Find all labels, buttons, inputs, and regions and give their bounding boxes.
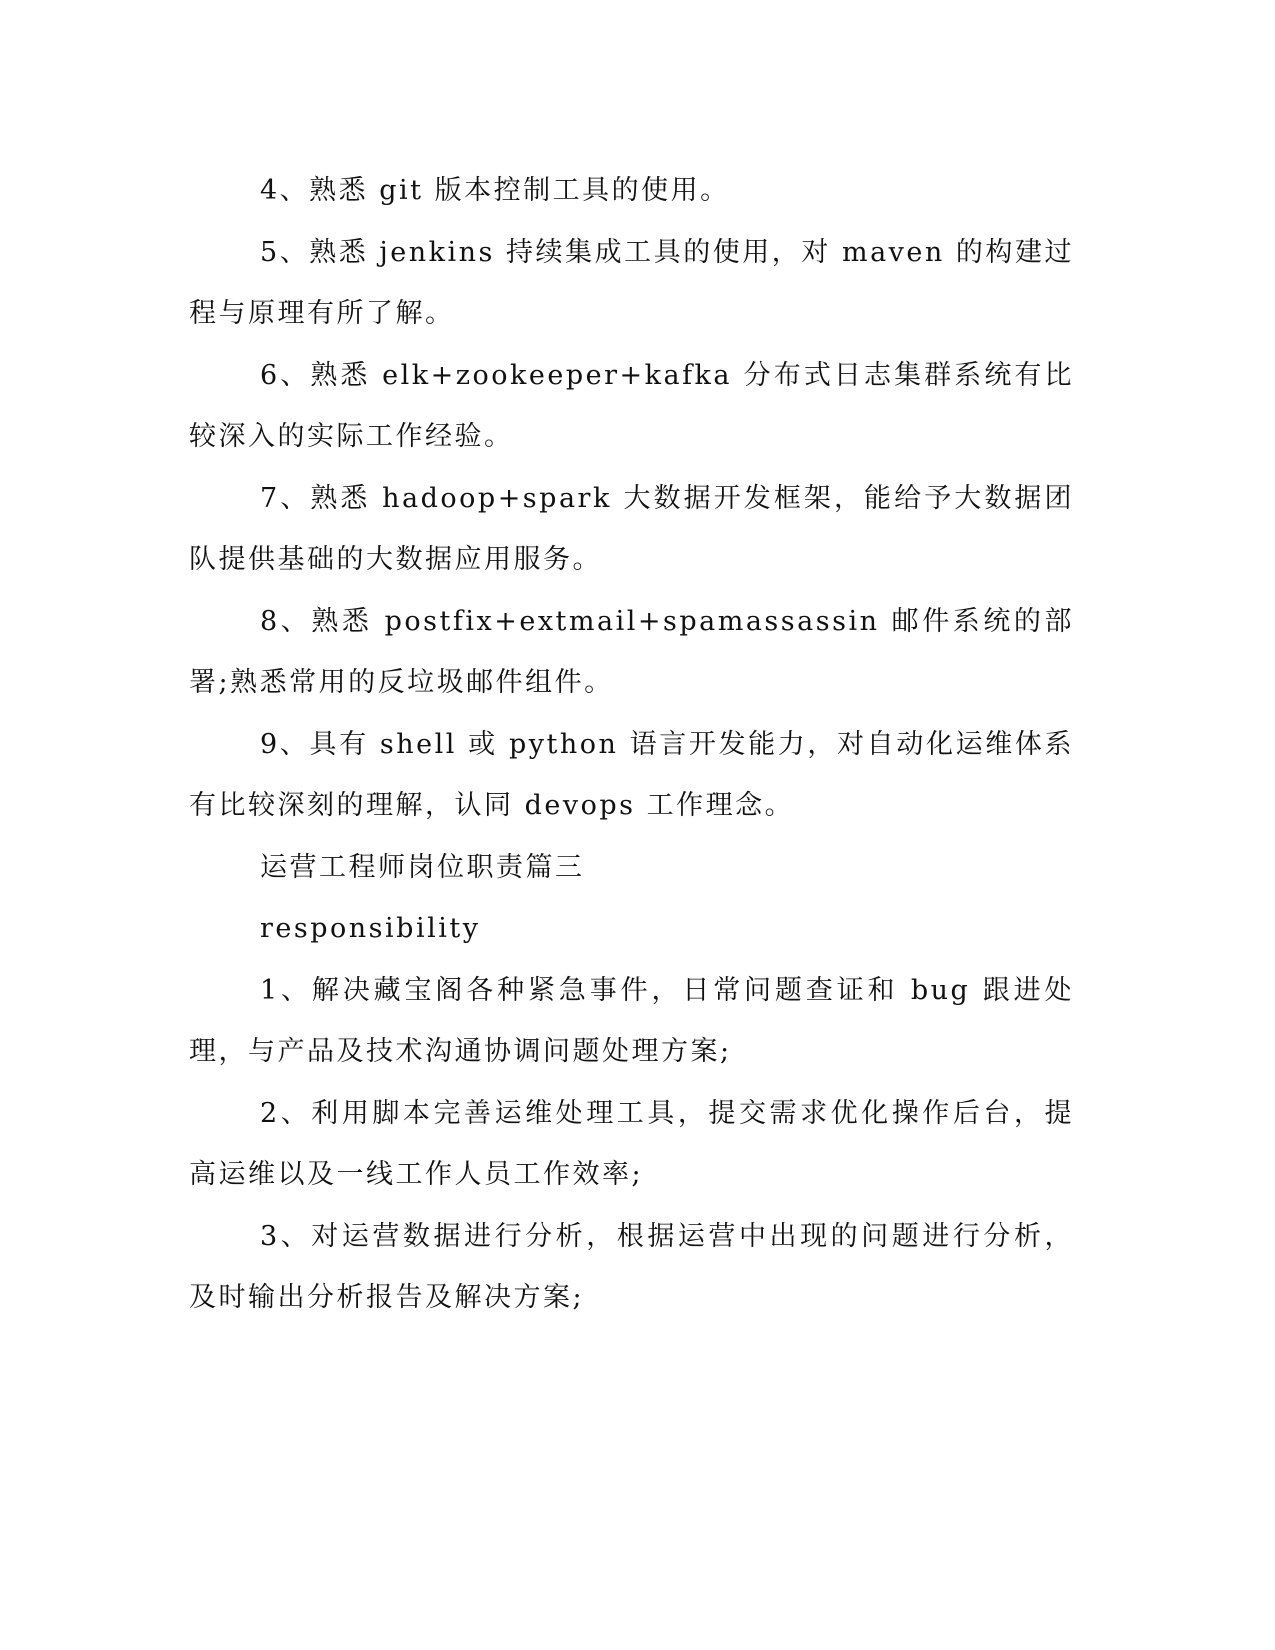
responsibility-item-1: 1、解决藏宝阁各种紧急事件，日常问题查证和 bug 跟进处理，与产品及技术沟通协调问题处理方案; (189, 974, 1074, 1067)
list-item-6: 6、熟悉 elk+zookeeper+kafka 分布式日志集群系统有比较深入的实际工作经验。 (189, 359, 1074, 452)
document-body (189, 160, 1074, 1329)
list-item-8: 8、熟悉 postfix+extmail+spamassassin 邮件系统的部署;熟悉常用的反垃圾邮件组件。 (189, 605, 1074, 698)
list-item-4: 4、熟悉 git 版本控制工具的使用。 (260, 175, 730, 206)
section-subheading: responsibility (260, 913, 481, 944)
responsibility-item-3: 3、对运营数据进行分析，根据运营中出现的问题进行分析，及时输出分析报告及解决方案; (189, 1220, 1074, 1313)
section-heading: 运营工程师岗位职责篇三 (260, 851, 585, 883)
list-item-7: 7、熟悉 hadoop+spark 大数据开发框架，能给予大数据团队提供基础的大数据应用服务。 (189, 482, 1074, 575)
list-item-9: 9、具有 shell 或 python 语言开发能力，对自动化运维体系有比较深刻的理解，认同 devops 工作理念。 (189, 728, 1074, 821)
responsibility-item-2: 2、利用脚本完善运维处理工具，提交需求优化操作后台，提高运维以及一线工作人员工作效率; (189, 1097, 1074, 1190)
list-item-5: 5、熟悉 jenkins 持续集成工具的使用，对 maven 的构建过程与原理有所了解。 (189, 236, 1074, 329)
